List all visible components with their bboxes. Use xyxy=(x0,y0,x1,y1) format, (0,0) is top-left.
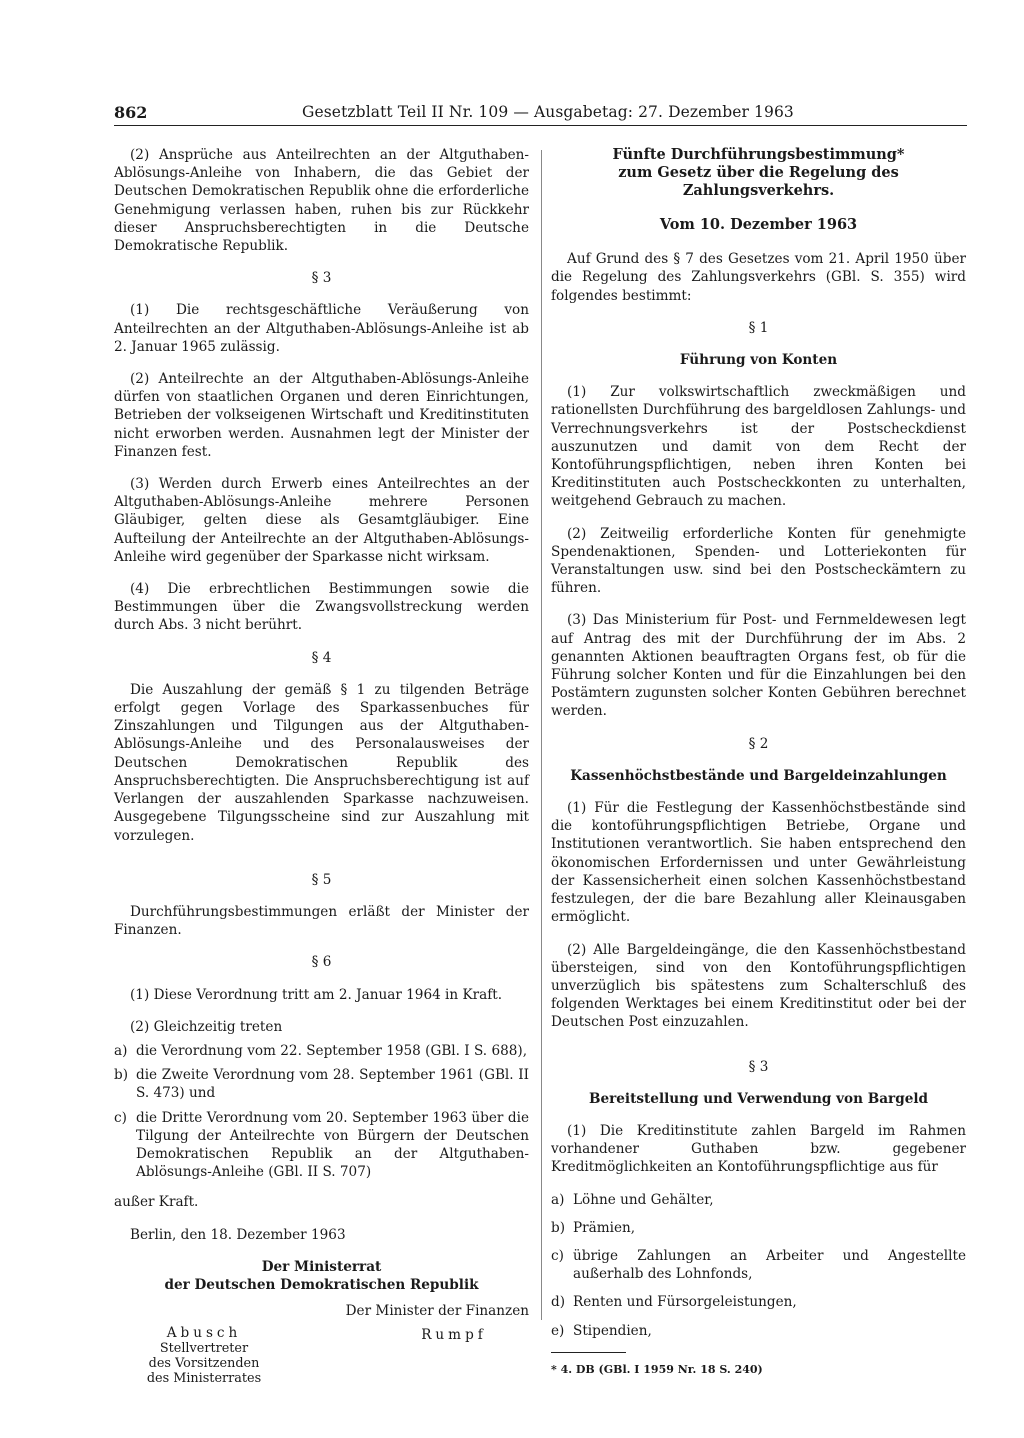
list-marker: c) xyxy=(114,1109,127,1126)
list-text: Löhne und Gehälter, xyxy=(573,1191,714,1208)
document-date: Vom 10. Dezember 1963 xyxy=(659,216,858,233)
list-marker: a) xyxy=(114,1042,128,1059)
paragraph: (2) Anteilrechte an der Altguthaben-Ablösungs-Anleihe dürfen von staatlichen Organen und deren Einrichtungen, Betrieben der volkseigenen Wirtschaft und Kreditinstituten nicht erworben werden. Ausnahmen legt der Minister der Finanzen fest. xyxy=(114,371,529,460)
list-text: Renten und Fürsorgeleistungen, xyxy=(573,1294,797,1311)
paragraph: (1) Für die Festlegung der Kassenhöchstbestände sind die kontoführungspflichtigen Betriebe, Organe und Institutionen verantwortlich. Sie haben entsprechend den ökonomischen Erfordernissen und unter Gewährleistung der Kassensicherheit einen solchen Kassenhöchstbestand festzulegen, der die bare Bezahlung aller Kleinausgaben ermöglicht. xyxy=(551,800,966,926)
header-rule xyxy=(114,125,967,126)
section-heading: § 1 xyxy=(748,319,769,336)
section-title: Bereitstellung und Verwendung von Bargeld xyxy=(588,1090,929,1107)
list-item xyxy=(114,1066,529,1102)
paragraph: (1) Zur volkswirtschaftlich zweckmäßigen und rationellsten Durchführung des bargeldlosen Zahlungs- und Verrechnungsverkehrs ist der Postscheckdienst auszunutzen und damit von dem Recht der Kontoführungspflichtigen, neben ihren Konten bei Kreditinstituten auch Postscheckkonten zu unterhalten, weitgehend Gebrauch zu machen. xyxy=(551,384,966,510)
repeal-list xyxy=(114,1042,529,1181)
section-heading: § 2 xyxy=(748,735,769,752)
signature-block xyxy=(114,1326,294,1386)
paragraph: (4) Die erbrechtlichen Bestimmungen sowie die Bestimmungen über die Zwangsvollstreckung werden durch Abs. 3 nicht berührt. xyxy=(114,581,529,634)
paragraph: (3) Werden durch Erwerb eines Anteilrechtes an der Altguthaben-Ablösungs-Anleihe mehrere Personen Gläubiger, gelten diese als Gesamtgläubiger. Eine Aufteilung der Anteilrechte an der Altguthaben-Ablösungs-Anleihe wird gegenüber der Sparkasse nicht wirksam. xyxy=(114,476,529,565)
section-heading: § 3 xyxy=(748,1058,769,1075)
section-heading: § 5 xyxy=(311,871,332,888)
cash-purpose-list xyxy=(551,1191,966,1340)
list-marker: b) xyxy=(114,1067,129,1084)
paragraph: außer Kraft. xyxy=(114,1194,199,1211)
list-text: übrige Zahlungen an Arbeiter und Angestellte außerhalb des Lohnfonds, xyxy=(573,1247,966,1283)
signatures xyxy=(114,1326,529,1386)
signature-block xyxy=(379,1326,529,1386)
paragraph: (1) Die Kreditinstitute zahlen Bargeld im Rahmen vorhandener Guthaben bzw. gegebener Kreditmöglichkeiten an Kontoführungspflichtige aus für xyxy=(551,1122,966,1176)
list-marker: a) xyxy=(551,1191,565,1208)
paragraph: (1) Diese Verordnung tritt am 2. Januar 1964 in Kraft. xyxy=(130,986,503,1003)
signatory-name: Abusch xyxy=(166,1324,242,1341)
section-heading: § 4 xyxy=(311,649,332,666)
gazette-title: Gesetzblatt Teil II Nr. 109 — Ausgabetag: 27. Dezember 1963 xyxy=(302,103,794,121)
title-line: Fünfte Durchführungsbestimmung* xyxy=(612,146,905,163)
list-item xyxy=(551,1293,966,1311)
right-column xyxy=(551,146,966,1379)
paragraph: Durchführungsbestimmungen erläßt der Minister der Finanzen. xyxy=(114,903,529,939)
paragraph: (1) Die rechtsgeschäftliche Veräußerung von Anteilrechten an der Altguthaben-Ablösungs-Anleihe ist ab 2. Januar 1965 zulässig. xyxy=(114,302,529,355)
paragraph: (2) Ansprüche aus Anteilrechten an der Altguthaben-Ablösungs-Anleihe von Inhabern, die das Gebiet der Deutschen Demokratischen Republik ohne die erforderliche Genehmigung verlassen haben, ruhen bis zur Rückkehr dieser Anspruchsberechtigten in die Deutsche Demokratische Republik. xyxy=(114,147,529,255)
paragraph: Die Auszahlung der gemäß § 1 zu tilgenden Beträge erfolgt gegen Vorlage des Sparkassenbuches für Zinszahlungen und Tilgungen aus der Altguthaben-Ablösungs-Anleihe und des Personalausweises der Deutschen Demokratischen Republik des Anspruchsberechtigten. Die Anspruchsberechtigung ist auf Verlangen der auszahlenden Sparkasse nachzuweisen. Ausgegebene Tilgungsscheine sind zur Auszahlung mit vorzulegen. xyxy=(114,681,529,844)
organ-line: der Deutschen Demokratischen Republik xyxy=(164,1276,479,1293)
signatory-name: Rumpf xyxy=(421,1326,487,1343)
section-title: Kassenhöchstbestände und Bargeldeinzahlungen xyxy=(570,767,947,784)
list-text: Prämien, xyxy=(573,1219,636,1236)
list-marker: d) xyxy=(551,1294,566,1311)
list-item xyxy=(551,1219,966,1237)
list-marker: c) xyxy=(551,1247,564,1264)
paragraph: (3) Das Ministerium für Post- und Fernmeldewesen legt auf Antrag des mit der Durchführung der im Abs. 2 genannten Aktionen beauftragten Organs fest, ob für die Führung solcher Konten und für die Einzahlungen bei den Postämtern zugunsten solcher Konten Gebühren berechnet werden. xyxy=(551,612,966,720)
section-heading: § 3 xyxy=(311,270,332,287)
list-text: die Dritte Verordnung vom 20. September 1963 über die Tilgung der Anteilrechte von Bürgern der Deutschen Demokratischen Republik an der Altguthaben-Ablösungs-Anleihe (GBl. II S. 707) xyxy=(136,1109,529,1181)
footnote-rule xyxy=(551,1352,626,1353)
list-item xyxy=(551,1247,966,1283)
column-divider xyxy=(541,150,542,1320)
paragraph: (2) Alle Bargeldeingänge, die den Kassenhöchstbestand übersteigen, sind von den Kontoführungspflichtigen unverzüglich bis spätestens zum Schalterschluß des folgenden Werktages bei einem Kreditinstitut oder bei der Deutschen Post einzuzahlen. xyxy=(551,941,966,1031)
paragraph: Auf Grund des § 7 des Gesetzes vom 21. April 1950 über die Regelung des Zahlungsverkehrs (GBl. S. 355) wird folgendes bestimmt: xyxy=(551,251,966,304)
signing-organ xyxy=(114,1258,529,1294)
list-text: die Verordnung vom 22. September 1958 (GBl. I S. 688), xyxy=(136,1042,528,1059)
paragraph: (2) Gleichzeitig treten xyxy=(130,1018,283,1035)
list-marker: e) xyxy=(551,1322,565,1339)
minister-title: Der Minister der Finanzen xyxy=(345,1302,529,1319)
list-text: Stipendien, xyxy=(573,1322,652,1339)
list-item xyxy=(551,1191,966,1209)
signatory-role: des Vorsitzenden xyxy=(148,1355,260,1371)
document-title xyxy=(551,146,966,200)
section-heading: § 6 xyxy=(311,954,332,971)
list-marker: b) xyxy=(551,1219,566,1236)
page-number: 862 xyxy=(114,103,148,122)
list-item xyxy=(114,1042,529,1060)
list-item xyxy=(114,1109,529,1182)
title-line: zum Gesetz über die Regelung des Zahlungsverkehrs. xyxy=(618,164,899,199)
signatory-role: Stellvertreter xyxy=(159,1340,249,1356)
signatory-role: des Ministerrates xyxy=(146,1370,262,1386)
list-text: die Zweite Verordnung vom 28. September 1961 (GBl. II S. 473) und xyxy=(136,1067,529,1102)
footnote: * 4. DB (GBl. I 1959 Nr. 18 S. 240) xyxy=(551,1362,763,1376)
left-column xyxy=(114,146,529,1386)
page-header xyxy=(114,103,967,125)
organ-line: Der Ministerrat xyxy=(261,1258,382,1275)
section-title: Führung von Konten xyxy=(679,352,838,369)
place-date: Berlin, den 18. Dezember 1963 xyxy=(130,1226,346,1243)
paragraph: (2) Zeitweilig erforderliche Konten für genehmigte Spendenaktionen, Spenden- und Lotteriekonten für Veranstaltungen usw. sind bei den Postscheckämtern zu führen. xyxy=(551,525,966,597)
list-item xyxy=(551,1322,966,1340)
